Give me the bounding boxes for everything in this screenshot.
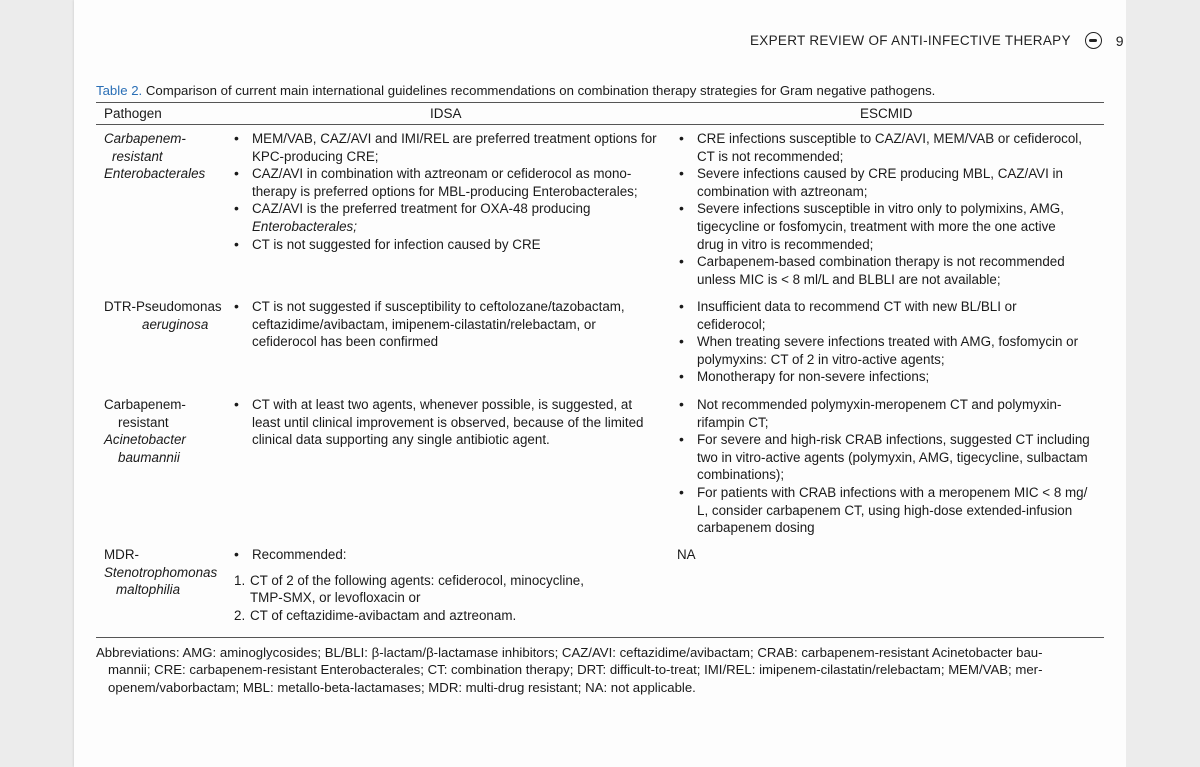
list-item <box>230 200 670 235</box>
list-item <box>230 298 670 351</box>
table-footnote <box>96 644 1104 696</box>
left-margin-shade <box>0 0 74 767</box>
caption-text: Comparison of current main international guidelines recommendations on combination therapy strategies for Gram negative pathogens. <box>142 83 936 98</box>
text-line: • For severe and high-risk CRAB infections, suggested CT including <box>697 432 1090 448</box>
pathogen-line: resistant <box>112 148 163 164</box>
text-line: • CT is not suggested if susceptibility to ceftolozane/tazobactam, <box>252 299 625 314</box>
list-item <box>675 368 1105 386</box>
list-item <box>230 130 670 165</box>
escmid-cell <box>675 130 1105 288</box>
right-margin-shade <box>1126 0 1200 767</box>
escmid-cell <box>675 298 1105 386</box>
text-line: • Not recommended polymyxin-meropenem CT and polymyxin- <box>697 397 1062 412</box>
running-head <box>750 32 1130 49</box>
idsa-cell <box>230 130 670 253</box>
journal-logo-icon <box>1085 32 1102 49</box>
text-line: cefiderocol has been confirmed <box>252 334 439 350</box>
text-line: CT of 2 of the following agents: cefiderocol, minocycline, <box>250 572 584 588</box>
text-line: • CT is not suggested for infection caused by CRE <box>252 236 541 252</box>
list-item <box>230 236 670 254</box>
pathogen-cell <box>104 130 222 183</box>
list-number: 2. <box>234 607 246 623</box>
text-line: • Recommended: <box>252 547 347 562</box>
text-line: • For patients with CRAB infections with a meropenem MIC < 8 mg/ <box>697 484 1088 500</box>
list-item <box>675 253 1105 288</box>
list-item <box>675 200 1105 253</box>
table-bottom-rule <box>96 637 1104 638</box>
list-item <box>675 165 1105 200</box>
list-item <box>230 165 670 200</box>
idsa-cell <box>230 546 670 624</box>
text-line: CT is not recommended; <box>697 148 844 164</box>
pathogen-line: resistant <box>118 414 169 430</box>
text-line: unless MIC is < 8 ml/L and BLBLI are not available; <box>697 271 1001 287</box>
idsa-cell <box>230 396 670 449</box>
footnote-line: openem/vaborbactam; MBL: metallo-beta-lactamases; MDR: multi-drug resistant; NA: not applicable. <box>108 679 696 695</box>
pathogen-line: Acinetobacter <box>104 432 186 448</box>
text-line: • CT with at least two agents, whenever possible, is suggested, at <box>252 397 633 412</box>
escmid-cell <box>675 396 1105 537</box>
text-line: therapy is preferred options for MBL-producing Enterobacterales; <box>252 183 638 199</box>
list-number: 1. <box>234 572 246 588</box>
pathogen-line: Carbapenem- <box>104 397 186 412</box>
text-line: • Severe infections susceptible in vitro only to polymixins, AMG, <box>697 201 1064 217</box>
text-line: two in vitro-active agents (polymyxin, AMG, tigecycline, sulbactam <box>697 449 1088 465</box>
pathogen-cell <box>104 546 222 599</box>
escmid-cell <box>677 546 1107 564</box>
text-line: Enterobacterales; <box>252 218 357 234</box>
text-line: CT of ceftazidime-avibactam and aztreonam. <box>250 607 517 623</box>
list-item <box>675 298 1105 333</box>
pathogen-cell <box>104 298 222 333</box>
column-header-escmid: ESCMID <box>860 106 913 121</box>
list-item <box>675 431 1105 484</box>
text-line: • CAZ/AVI is the preferred treatment for OXA-48 producing <box>252 201 591 217</box>
footnote-line: mannii; CRE: carbapenem-resistant Enterobacterales; CT: combination therapy; DRT: difficult-to-treat; IMI/REL: imipenem-cilastatin/relebactam; MEM/VAB; mer- <box>108 662 1043 678</box>
text-line: drug in vitro is recommended; <box>697 236 874 252</box>
text-line: • Monotherapy for non-severe infections; <box>697 369 930 385</box>
pathogen-line: maltophilia <box>116 582 181 598</box>
text-line: combinations); <box>697 467 785 483</box>
pathogen-line: MDR- <box>104 547 139 562</box>
text-line: • Severe infections caused by CRE producing MBL, CAZ/AVI in <box>697 166 1063 182</box>
list-item <box>675 484 1105 537</box>
pathogen-line: aeruginosa <box>142 316 209 332</box>
text-line: • Insufficient data to recommend CT with new BL/BLI or <box>697 299 1017 314</box>
column-header-pathogen: Pathogen <box>104 106 162 121</box>
text-line: TMP-SMX, or levofloxacin or <box>250 590 421 606</box>
list-item <box>675 396 1105 431</box>
text-line: least until clinical improvement is observed, because of the limited <box>252 414 644 430</box>
table-header-rule <box>96 124 1104 125</box>
pathogen-line: baumannii <box>118 449 180 465</box>
text-line: • CAZ/AVI in combination with aztreonam or cefiderocol as mono- <box>252 166 632 182</box>
text-line: rifampin CT; <box>697 414 769 430</box>
journal-title: EXPERT REVIEW OF ANTI-INFECTIVE THERAPY <box>750 33 1071 48</box>
page-number: 9 <box>1115 32 1124 49</box>
text-line: • Carbapenem-based combination therapy is not recommended <box>697 254 1065 270</box>
list-item <box>234 607 670 625</box>
table-top-rule <box>96 102 1104 103</box>
idsa-cell <box>230 298 670 351</box>
text-line: tigecycline or fosfomycin, treatment with more the one active <box>697 218 1056 234</box>
text-line: KPC-producing CRE; <box>252 148 379 164</box>
footnote-line: Abbreviations: AMG: aminoglycosides; BL/BLI: β-lactam/β-lactamase inhibitors; CAZ/AVI: ceftazidime/avibactam; CRAB: carbapenem-resistant Acinetobacter bau- <box>96 645 1043 660</box>
text-line: ceftazidime/avibactam, imipenem-cilastatin/relebactam, or <box>252 316 596 332</box>
table-caption <box>96 82 1106 99</box>
pathogen-line: Enterobacterales <box>104 166 206 182</box>
text-line: L, consider carbapenem CT, using high-dose extended-infusion <box>697 502 1073 518</box>
text-line: clinical data supporting any single antibiotic agent. <box>252 432 550 448</box>
list-item <box>230 396 670 449</box>
pathogen-cell <box>104 396 222 466</box>
list-item <box>675 130 1105 165</box>
table-label: Table 2. <box>96 83 143 98</box>
text-line: • When treating severe infections treated with AMG, fosfomycin or <box>697 334 1079 350</box>
list-item <box>234 572 670 607</box>
column-header-idsa: IDSA <box>430 106 462 121</box>
text-line: • MEM/VAB, CAZ/AVI and IMI/REL are preferred treatment options for <box>252 131 657 146</box>
text-line: NA <box>677 547 696 562</box>
text-line: carbapenem dosing <box>697 520 815 536</box>
pathogen-line: Stenotrophomonas <box>104 564 218 580</box>
text-line: polymyxins: CT of 2 in vitro-active agents; <box>697 351 945 367</box>
text-line: combination with aztreonam; <box>697 183 868 199</box>
pathogen-line: Carbapenem- <box>104 131 186 146</box>
pathogen-line: DTR-Pseudomonas <box>104 299 222 314</box>
text-line: cefiderocol; <box>697 316 766 332</box>
list-item <box>230 546 670 564</box>
text-line: • CRE infections susceptible to CAZ/AVI, MEM/VAB or cefiderocol, <box>697 131 1082 146</box>
list-item <box>675 333 1105 368</box>
